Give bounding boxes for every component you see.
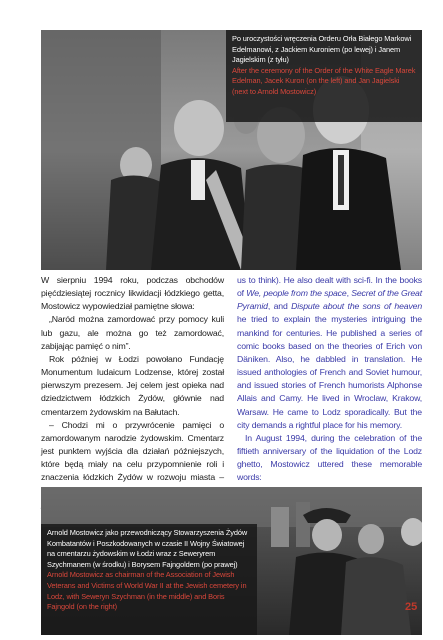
english-column bbox=[237, 274, 422, 485]
cemetery-caption-english: Arnold Mostowicz as chairman of the Association of Jewish Veterans and Victims of World War II at the Jewish cemetery in Lodz, with Seweryn Szychman (in the middle) and Boris Fajngold (on the right) bbox=[47, 570, 247, 612]
polish-paragraph: „Naród można zamordować przy pomocy kuli lub gazu, ale można go też zamordować, zabijając pamięć o nim”. bbox=[41, 314, 224, 351]
book-title: Dispute about the sons of heaven bbox=[291, 301, 422, 312]
book-title: We, people from the space bbox=[246, 288, 347, 299]
page-number: 25 bbox=[405, 601, 418, 613]
polish-paragraph: Rok później w Łodzi powołano Fundację Monumentum Iudaicum Lodzense, której został pierwszym prezesem. Jej celem jest opieka nad dziedzictwem łódzkich Żydów, głównie nad cmentarzem żydowskim na Bałutach. bbox=[41, 353, 224, 417]
cemetery-caption bbox=[41, 524, 257, 635]
english-text: us to think). He also dealt with sci-fi. In the books of bbox=[237, 275, 422, 299]
english-text: , bbox=[346, 288, 352, 299]
english-text: , and bbox=[267, 301, 292, 312]
ceremony-caption-english: After the ceremony of the Order of the White Eagle Marek Edelman, Jacek Kuron (on the left) and Jan Jagielski (next to Arnold Mostowicz) bbox=[232, 65, 416, 96]
english-paragraph: In August 1994, during the celebration of the fiftieth anniversary of the liquidation of the Lodz ghetto, Mostowicz uttered these memorable words: bbox=[237, 432, 422, 483]
english-paragraph bbox=[237, 274, 422, 432]
book-title: Secret of the Great Pyramid bbox=[237, 288, 422, 312]
cemetery-caption-polish: Arnold Mostowicz jako przewodniczący Stowarzyszenia Żydów Kombatantów i Poszkodowanych w czasie II Wojny Światowej na cmentarzu żydowskim w Łodzi wraz z Seweryrem Szychmanem (w środku) i Borysem Fajngoldem (po prawej) bbox=[47, 528, 248, 569]
polish-paragraph: W sierpniu 1994 roku, podczas obchodów pięćdziesiątej rocznicy likwidacji łódzkiego getta, Mostowicz wypowiedział pamiętne słowa: bbox=[41, 275, 224, 312]
ceremony-caption-polish: Po uroczystości wręczenia Orderu Orła Białego Markowi Edelmanowi, z Jackiem Kuroniem (po lewej) i Janem Jagielskim (z tyłu) bbox=[232, 34, 412, 65]
polish-paragraph: – Chodzi mi o przywrócenie pamięci o zamordowanym narodzie żydowskim. Cmentarz jest punktem wyjścia dla działań późniejszych, które będą miały na celu przypomnienie roli i znaczenia łódzkich Żydów w rozwoju miasta – bbox=[41, 419, 224, 483]
ceremony-caption bbox=[226, 30, 422, 122]
english-text: he tried to explain the mysteries intriguing the mankind for centuries. He published a series of comic books based on the theories of Erich von Däniken. Also, he dabbled in translation. He issued anthologies of French and Soviet humour, and issued stories of French humorists Alphonse Allais and Camy. He lived in Wroclaw, Krakow, Warsaw. He came to Lodz sporadically. But the city demands a rightful place for his memory. bbox=[237, 314, 422, 430]
